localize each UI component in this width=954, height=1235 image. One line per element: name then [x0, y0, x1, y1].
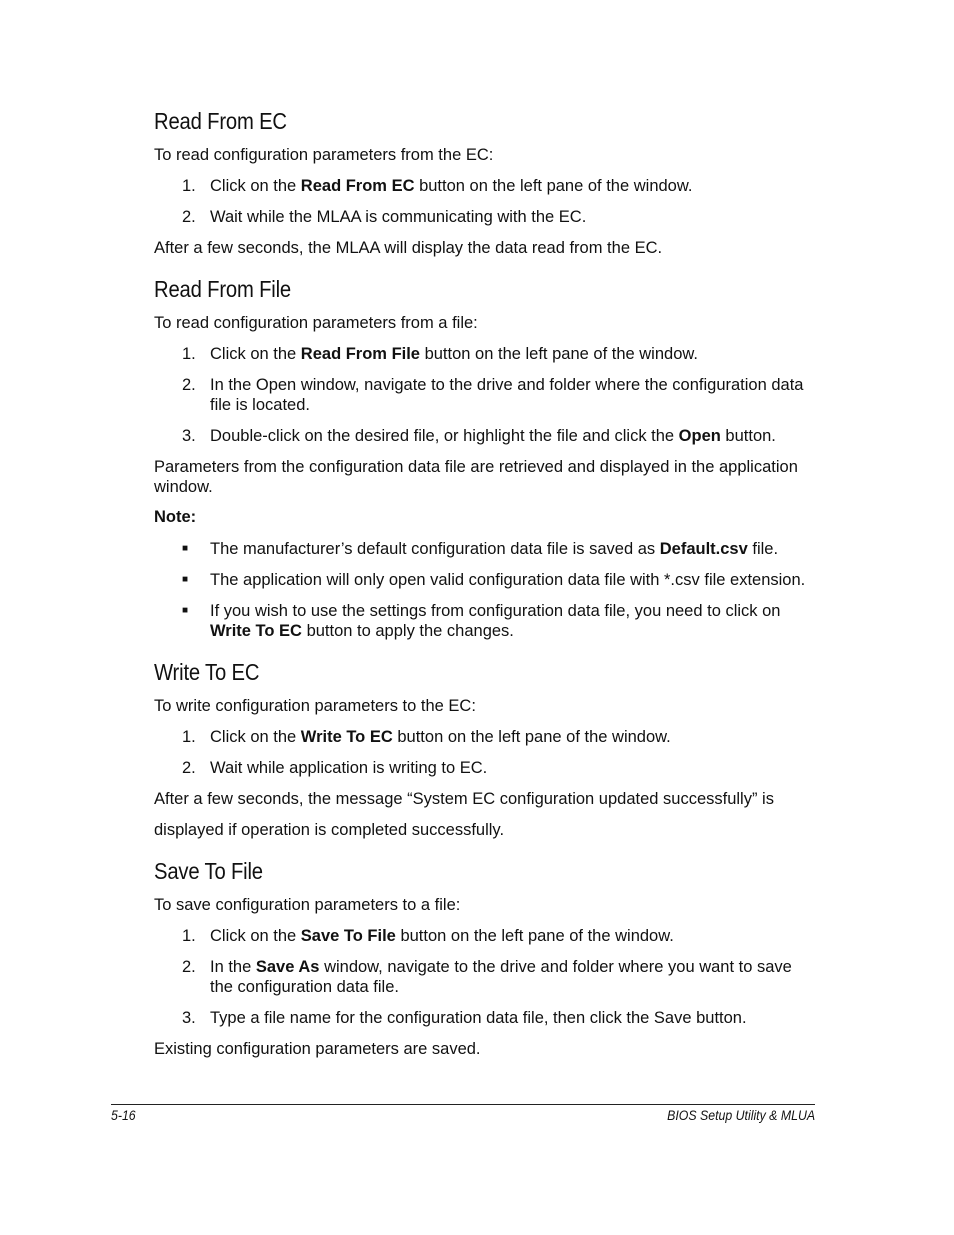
section-intro: To write configuration parameters to the EC: — [154, 697, 476, 715]
section-read-from-file — [154, 276, 816, 641]
section-outro-continued: displayed if operation is completed successfully. — [154, 821, 505, 839]
section-outro: Existing configuration parameters are saved. — [154, 1040, 481, 1058]
step-list — [154, 176, 816, 227]
section-outro: After a few seconds, the message “System EC configuration updated successfully” is — [154, 790, 774, 808]
section-write-to-ec — [154, 659, 816, 840]
step-item: 1. Click on the Save To File button on the left pane of the window. — [182, 927, 674, 945]
note-label: Note: — [154, 508, 197, 526]
step-list — [154, 727, 816, 778]
note-item: ■ The application will only open valid configuration data file with *.csv file extension. — [182, 571, 806, 589]
section-outro: After a few seconds, the MLAA will display the data read from the EC. — [154, 239, 663, 257]
section-intro: To read configuration parameters from a file: — [154, 314, 478, 332]
page-number: 5-16 — [111, 1107, 136, 1123]
section-heading: Save To File — [154, 858, 263, 884]
footer-title: BIOS Setup Utility & MLUA — [667, 1107, 815, 1123]
note-list — [154, 539, 816, 641]
step-item: 1. Click on the Read From EC button on the left pane of the window. — [182, 177, 693, 195]
step-list — [154, 344, 816, 446]
section-intro: To save configuration parameters to a file: — [154, 896, 461, 914]
section-intro: To read configuration parameters from the EC: — [154, 146, 494, 164]
step-item: 3. Double-click on the desired file, or highlight the file and click the Open button. — [182, 427, 776, 445]
section-save-to-file — [154, 858, 816, 1059]
step-item: 2. In the Save As window, navigate to the drive and folder where you want to save the configuration data file. — [182, 958, 792, 996]
step-list — [154, 926, 816, 1028]
step-item: 1. Click on the Read From File button on the left pane of the window. — [182, 345, 698, 363]
section-heading: Write To EC — [154, 659, 260, 685]
step-item: 2. Wait while the MLAA is communicating with the EC. — [182, 208, 587, 226]
note-item: ■ The manufacturer’s default configuration data file is saved as Default.csv file. — [182, 540, 779, 558]
footer-divider — [111, 1104, 815, 1105]
step-item: 2. In the Open window, navigate to the drive and folder where the configuration data file is located. — [182, 376, 804, 414]
section-outro: Parameters from the configuration data file are retrieved and displayed in the application window. — [154, 458, 798, 496]
note-item: ■ If you wish to use the settings from configuration data file, you need to click on Write To EC button to apply the changes. — [182, 602, 781, 640]
step-item: 1. Click on the Write To EC button on the left pane of the window. — [182, 728, 671, 746]
step-item: 2. Wait while application is writing to EC. — [182, 759, 488, 777]
section-heading: Read From File — [154, 276, 292, 302]
section-read-from-ec — [154, 108, 816, 258]
step-item: 3. Type a file name for the configuration data file, then click the Save button. — [182, 1009, 747, 1027]
section-heading: Read From EC — [154, 108, 287, 134]
document-body — [154, 108, 816, 1071]
